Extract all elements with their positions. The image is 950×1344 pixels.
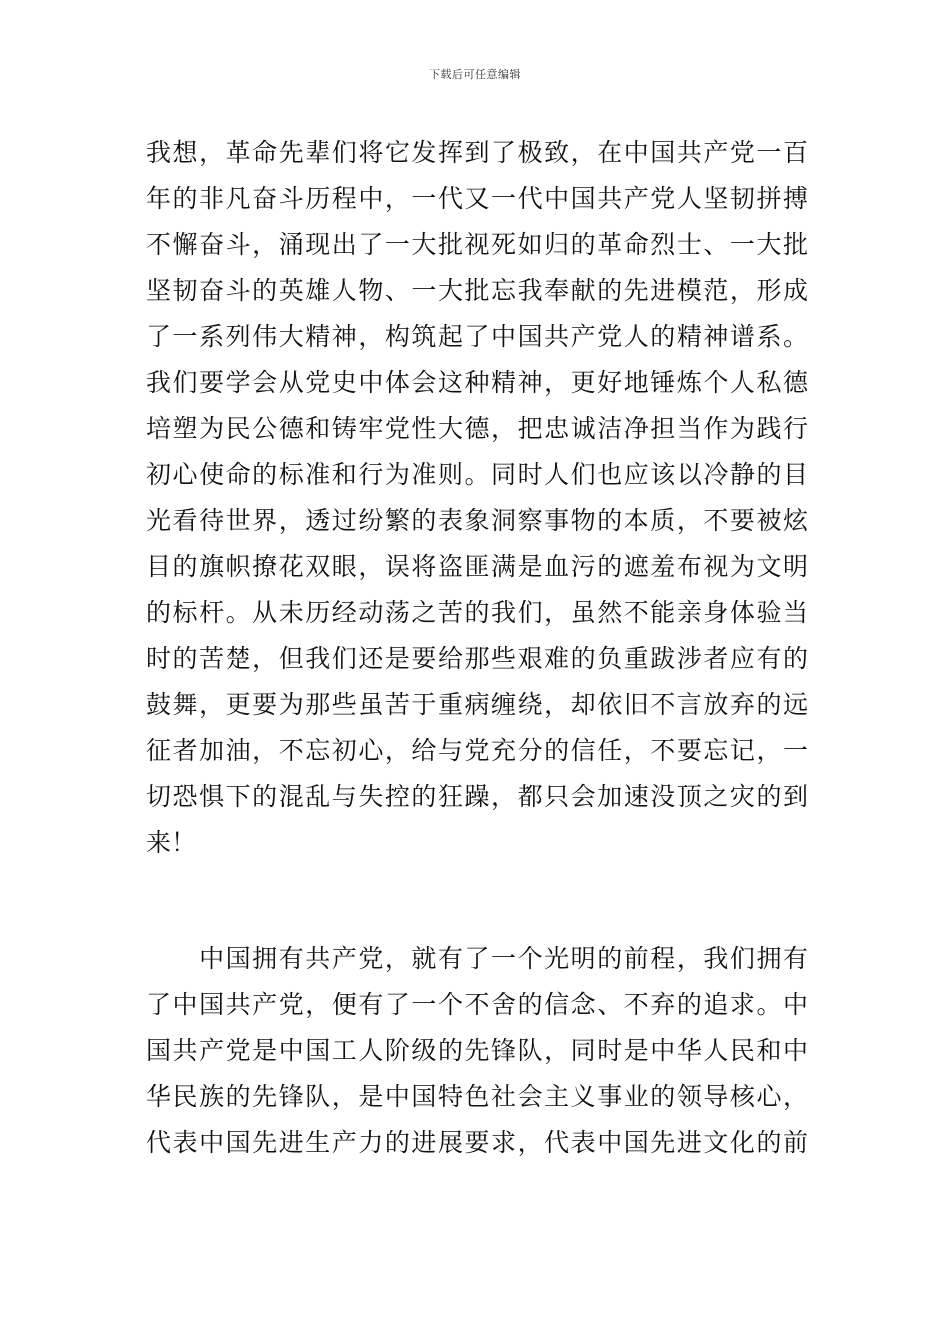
text-line: 初心使命的标准和行为准则。同时人们也应该以冷静的目 <box>146 460 808 489</box>
text-line: 我想，革命先辈们将它发挥到了极致，在中国共产党一百 <box>146 138 808 167</box>
text-line: 国共产党是中国工人阶级的先锋队，同时是中华人民和中 <box>146 1036 808 1065</box>
text-line: 征者加油，不忘初心，给与党充分的信任，不要忘记，一 <box>146 736 808 765</box>
text-line-indented: 中国拥有共产党，就有了一个光明的前程，我们拥有 <box>146 944 808 973</box>
text-line: 华民族的先锋队，是中国特色社会主义事业的领导核心， <box>146 1082 808 1111</box>
paragraph-1 <box>146 130 808 866</box>
paragraph-spacer <box>146 866 808 936</box>
text-line: 目的旗帜撩花双眼，误将盗匪满是血污的遮羞布视为文明 <box>146 552 808 581</box>
text-line-last: 来！ <box>146 828 197 857</box>
text-line: 代表中国先进生产力的进展要求，代表中国先进文化的前 <box>146 1128 808 1157</box>
text-line: 时的苦楚，但我们还是要给那些艰难的负重跋涉者应有的 <box>146 644 808 673</box>
text-line: 年的非凡奋斗历程中，一代又一代中国共产党人坚韧拼搏 <box>146 184 808 213</box>
text-line: 了中国共产党，便有了一个不舍的信念、不弃的追求。中 <box>146 990 808 1019</box>
text-line: 我们要学会从党史中体会这种精神，更好地锤炼个人私德 <box>146 368 808 397</box>
text-line: 的标杆。从未历经动荡之苦的我们，虽然不能亲身体验当 <box>146 598 808 627</box>
text-line: 不懈奋斗，涌现出了一大批视死如归的革命烈士、一大批 <box>146 230 808 259</box>
text-line: 坚韧奋斗的英雄人物、一大批忘我奉献的先进模范，形成 <box>146 276 808 305</box>
paragraph-2 <box>146 936 808 1166</box>
text-line: 鼓舞，更要为那些虽苦于重病缠绕，却依旧不言放弃的远 <box>146 690 808 719</box>
document-body <box>146 130 808 1166</box>
page-header: 下载后可任意编辑 <box>429 68 521 81</box>
text-line: 光看待世界，透过纷繁的表象洞察事物的本质，不要被炫 <box>146 506 808 535</box>
text-line: 切恐惧下的混乱与失控的狂躁，都只会加速没顶之灾的到 <box>146 782 808 811</box>
text-line: 了一系列伟大精神，构筑起了中国共产党人的精神谱系。 <box>146 322 808 351</box>
text-line: 培塑为民公德和铸牢党性大德，把忠诚洁净担当作为践行 <box>146 414 808 443</box>
